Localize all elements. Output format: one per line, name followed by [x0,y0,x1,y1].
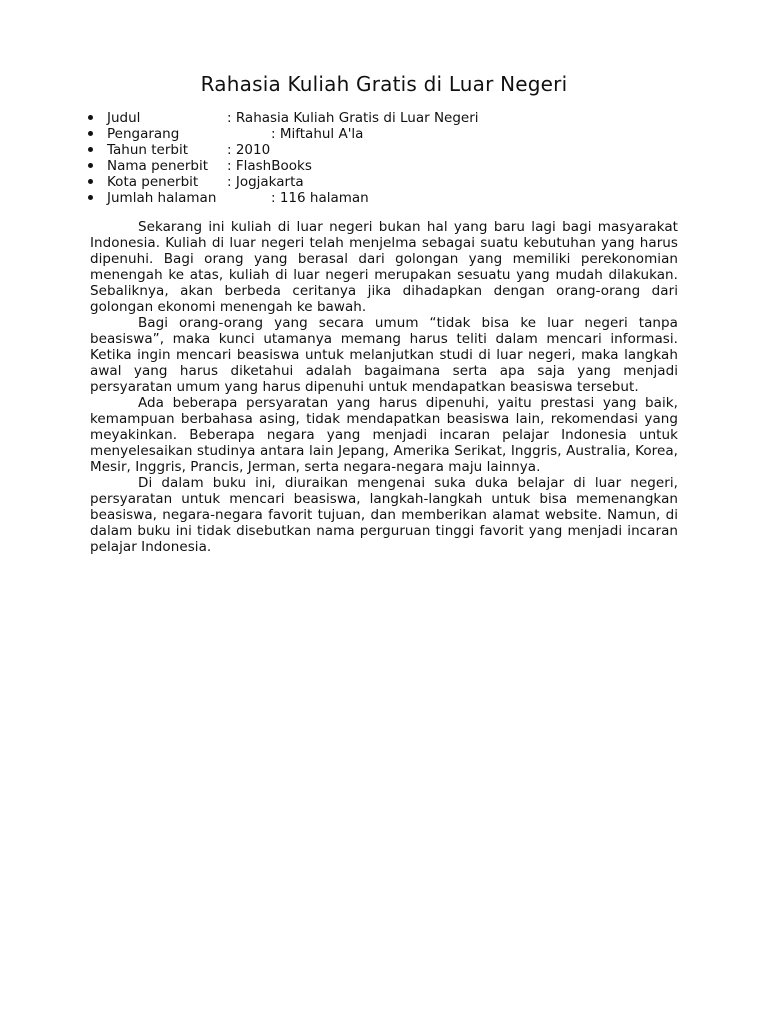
info-value: : Rahasia Kuliah Gratis di Luar Negeri [227,110,479,126]
info-item-tahun-terbit [88,142,271,158]
book-info-list [88,110,479,206]
body-paragraph: Di dalam buku ini, diuraikan mengenai suka duka belajar di luar negeri, persyaratan untuk mencari beasiswa, langkah-langkah untuk bisa memenangkan beasiswa, negara-negara favorit tujuan, dan memberikan alamat website. Namun, di dalam buku ini tidak disebutkan nama perguruan tinggi favorit yang menjadi incaran pelajar Indonesia. [90,475,678,555]
info-label: Jumlah halaman [107,190,217,206]
bullet-icon [88,179,93,184]
bullet-icon [88,163,93,168]
info-item-jumlah-halaman [88,190,369,206]
info-item-kota-penerbit [88,174,304,190]
body-paragraph: Sekarang ini kuliah di luar negeri bukan hal yang baru lagi bagi masyarakat Indonesia. Kuliah di luar negeri telah menjelma sebagai suatu kebutuhan yang harus dipenuhi. Bagi orang yang berasal dari golongan yang memiliki perekonomian menengah ke atas, kuliah di luar negeri merupakan sesuatu yang mudah dilakukan. Sebaliknya, akan berbeda ceritanya jika dihadapkan dengan orang-orang dari golongan ekonomi menengah ke bawah. [90,219,678,315]
info-label: Judul [107,110,141,126]
body-paragraph: Ada beberapa persyaratan yang harus dipenuhi, yaitu prestasi yang baik, kemampuan berbahasa asing, tidak mendapatkan beasiswa lain, rekomendasi yang meyakinkan. Beberapa negara yang menjadi incaran pelajar Indonesia untuk menyelesaikan studinya antara lain Jepang, Amerika Serikat, Inggris, Australia, Korea, Mesir, Inggris, Prancis, Jerman, serta negara-negara maju lainnya. [90,395,678,475]
info-value: : 116 halaman [271,190,369,206]
info-label: Kota penerbit [107,174,199,190]
info-value: : FlashBooks [227,158,312,174]
info-item-judul [88,110,479,126]
info-value: : Miftahul A'la [271,126,364,142]
info-label: Pengarang [107,126,180,142]
bullet-icon [88,115,93,120]
bullet-icon [88,147,93,152]
info-label: Tahun terbit [107,142,189,158]
info-label: Nama penerbit [107,158,208,174]
info-value: : Jogjakarta [227,174,304,190]
document-body [90,219,678,555]
info-item-nama-penerbit [88,158,312,174]
info-item-pengarang [88,126,364,142]
bullet-icon [88,131,93,136]
body-paragraph: Bagi orang-orang yang secara umum “tidak bisa ke luar negeri tanpa beasiswa”, maka kunci utamanya memang harus teliti dalam mencari informasi. Ketika ingin mencari beasiswa untuk melanjutkan studi di luar negeri, maka langkah awal yang harus diketahui adalah bagaimana serta apa saja yang menjadi persyaratan umum yang harus dipenuhi untuk mendapatkan beasiswa tersebut. [90,315,678,395]
bullet-icon [88,195,93,200]
document-title: Rahasia Kuliah Gratis di Luar Negeri [200,72,568,96]
info-value: : 2010 [227,142,271,158]
